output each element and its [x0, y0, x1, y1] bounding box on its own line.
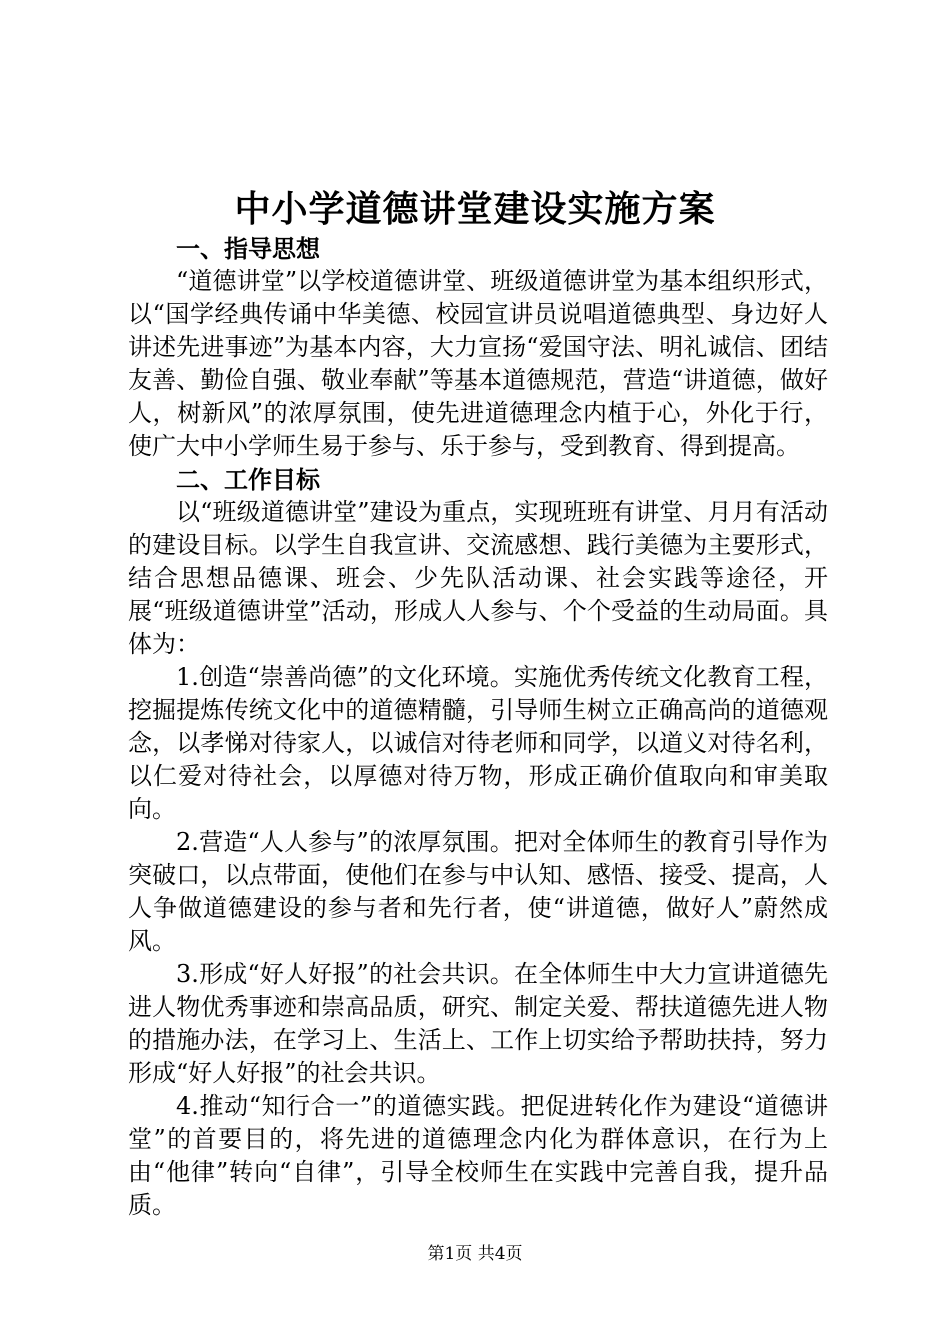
page-number-footer: 第1页 共4页	[427, 1244, 523, 1264]
list-item: 4.推动“知行合一”的道德实践。把促进转化作为建设“道德讲堂”的首要目的，将先进的道德理念内化为群体意识，在行为上由“他律”转向“自律”，引导全校师生在实践中完善自我，提升品质。	[128, 1092, 828, 1219]
paragraph: “道德讲堂”以学校道德讲堂、班级道德讲堂为基本组织形式，以“国学经典传诵中华美德、校园宣讲员说唱道德典型、身边好人讲述先进事迹”为基本内容，大力宣扬“爱国守法、明礼诚信、团结友善、勤俭自强、敬业奉献”等基本道德规范，营造“讲道德，做好人，树新风”的浓厚氛围，使先进道德理念内植于心，外化于行，使广大中小学师生易于参与、乐于参与，受到教育、得到提高。	[128, 267, 828, 460]
document-body	[128, 232, 828, 1222]
list-item: 1.创造“崇善尚德”的文化环境。实施优秀传统文化教育工程，挖掘提炼传统文化中的道德精髓，引导师生树立正确高尚的道德观念，以孝悌对待家人，以诚信对待老师和同学，以道义对待名利，以仁爱对待社会，以厚德对待万物，形成正确价值取向和审美取向。	[128, 663, 828, 823]
section-heading-work-goals: 二、工作目标	[176, 465, 320, 494]
list-item: 3.形成“好人好报”的社会共识。在全体师生中大力宣讲道德先进人物优秀事迹和崇高品质，研究、制定关爱、帮扶道德先进人物的措施办法，在学习上、生活上、工作上切实给予帮助扶持，努力形成“好人好报”的社会共识。	[128, 960, 828, 1087]
document-title: 中小学道德讲堂建设实施方案	[234, 188, 716, 230]
paragraph: 以“班级道德讲堂”建设为重点，实现班班有讲堂、月月有活动的建设目标。以学生自我宣讲、交流感想、践行美德为主要形式，结合思想品德课、班会、少先队活动课、社会实践等途径，开展“班级道德讲堂”活动，形成人人参与、个个受益的生动局面。具体为：	[128, 498, 828, 658]
section-heading-guiding-ideology: 一、指导思想	[176, 234, 320, 263]
list-item: 2.营造“人人参与”的浓厚氛围。把对全体师生的教育引导作为突破口，以点带面，使他们在参与中认知、感悟、接受、提高，人人争做道德建设的参与者和先行者，使“讲道德，做好人”蔚然成风。	[128, 828, 828, 955]
